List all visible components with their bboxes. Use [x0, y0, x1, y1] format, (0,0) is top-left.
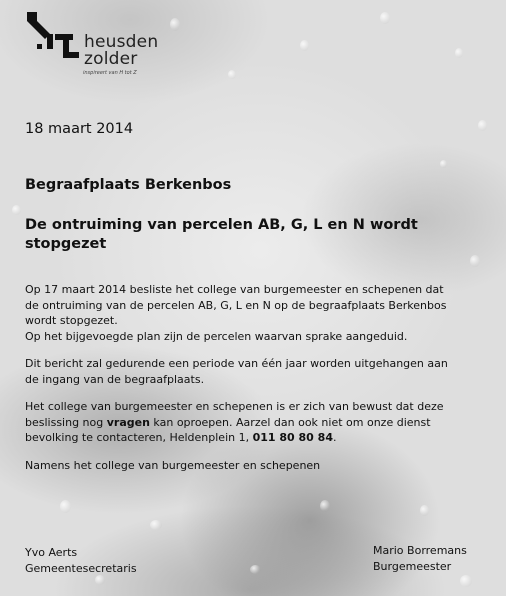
signature-secretary: [25, 545, 137, 576]
paragraph-line: [25, 415, 485, 431]
text-segment: .: [332, 431, 337, 444]
water-drop: [460, 575, 472, 587]
water-drop: [150, 520, 162, 530]
text-segment: bevolking te contacteren, Heldenplein 1,: [25, 431, 253, 444]
water-drop: [12, 205, 21, 215]
paragraph-line: de ontruiming van de percelen AB, G, L en N op de begraafplaats Berkenbos: [25, 298, 447, 312]
water-drop: [440, 160, 447, 168]
paragraph-on-behalf: [25, 458, 485, 474]
text-segment: kan oproepen. Aarzel dan ook niet om onze dienst: [149, 415, 431, 429]
water-drop: [228, 70, 236, 79]
paragraph-line: Dit bericht zal gedurende een periode van één jaar worden uitgehangen aan: [25, 357, 448, 370]
water-drop: [470, 255, 480, 267]
paragraph-contact: [25, 399, 485, 446]
water-drop: [95, 575, 105, 585]
signature-mayor: [373, 543, 467, 574]
paragraph-posting-period: [25, 356, 485, 387]
phone-number: 011 80 80 84: [252, 431, 333, 444]
logo-text-line1: heusden: [84, 32, 159, 52]
water-drop: [455, 48, 463, 58]
logo-mark-icon: [25, 12, 83, 64]
paragraph-line: [25, 430, 485, 446]
paragraph-line: Op 17 maart 2014 besliste het college van burgemeester en schepenen dat: [25, 283, 444, 296]
water-drop: [320, 500, 330, 512]
water-drop: [420, 505, 429, 516]
emphasis-questions: vragen: [106, 415, 150, 429]
water-drop: [300, 40, 309, 51]
paragraph-decision: [25, 282, 485, 344]
municipality-logo: [25, 12, 165, 82]
notice-title: Begraafplaats Berkenbos: [25, 177, 232, 193]
logo-text-line2: zolder: [84, 49, 138, 69]
paragraph-line: wordt stopgezet.: [25, 314, 118, 327]
signatory-name: Mario Borremans: [373, 544, 467, 557]
text-segment: beslissing nog: [25, 415, 107, 429]
notice-date: 18 maart 2014: [25, 121, 134, 137]
notice-headline: De ontruiming van percelen AB, G, L en N wordt stopgezet: [25, 217, 418, 252]
signatory-role: Gemeentesecretaris: [25, 561, 137, 575]
signatory-role: Burgemeester: [373, 559, 452, 573]
paragraph-line: Het college van burgemeester en schepenen is er zich van bewust dat deze: [25, 400, 444, 413]
water-drop: [60, 500, 71, 513]
paragraph-line: de ingang van de begraafplaats.: [25, 372, 205, 386]
logo-tagline: inspireert van H tot Z: [83, 70, 137, 76]
paragraph-line: Op het bijgevoegde plan zijn de percelen waarvan sprake aangeduid.: [25, 329, 408, 343]
water-drop: [170, 18, 180, 31]
signatory-name: Yvo Aerts: [25, 546, 78, 559]
water-drop: [380, 12, 390, 24]
water-drop: [478, 120, 487, 131]
water-drop: [250, 565, 261, 574]
paragraph-line: Namens het college van burgemeester en schepenen: [25, 459, 321, 472]
